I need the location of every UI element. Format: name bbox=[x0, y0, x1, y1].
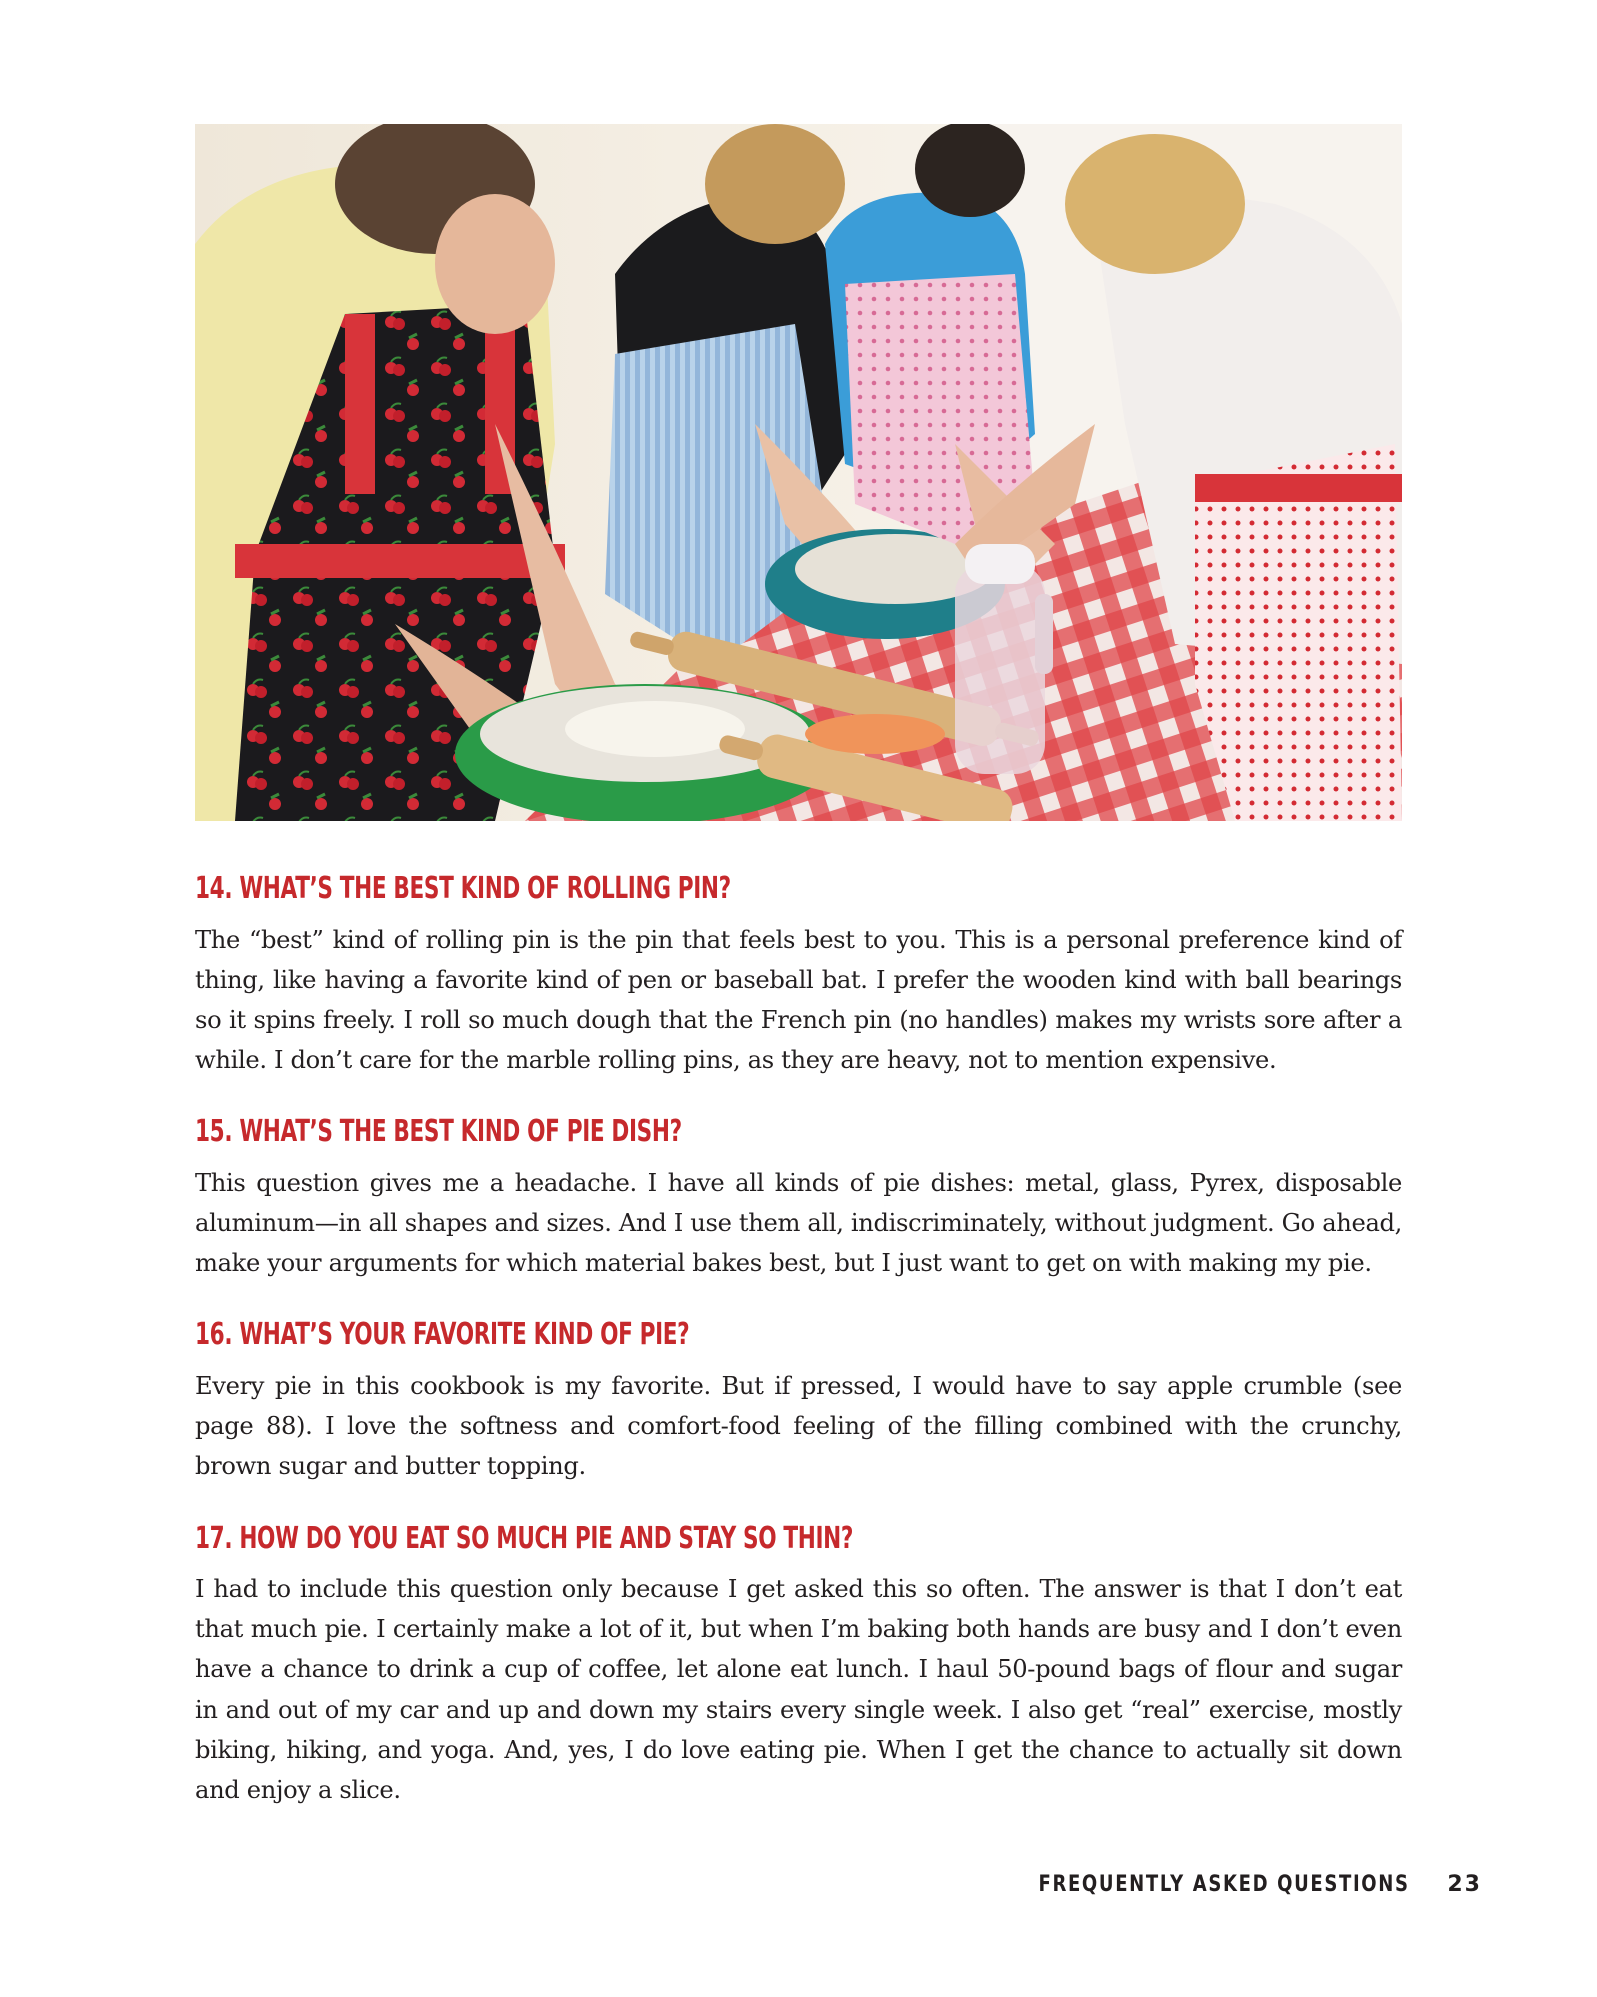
page-footer bbox=[957, 1872, 1482, 1897]
running-footer-section: FREQUENTLY ASKED QUESTIONS bbox=[1038, 1872, 1410, 1897]
faq-heading: 17. HOW DO YOU EAT SO MUCH PIE AND STAY SO THIN? bbox=[195, 1520, 854, 1556]
faq-item-14 bbox=[195, 870, 1402, 1080]
faq-answer: I had to include this question only because I get asked this so often. The answer is that I don’t eat that much pie. I certainly make a lot of it, but when I’m baking both hands are busy and I don’t even have a chance to drink a cup of coffee, let alone eat lunch. I haul 50-pound bags of flour and sugar in and out of my car and up and down my stairs every single week. I also get “real” exercise, mostly biking, hiking, and yoga. And, yes, I do love eating pie. When I get the chance to actually sit down and enjoy a slice. bbox=[195, 1575, 1402, 1805]
faq-answer: Every pie in this cookbook is my favorite. But if pressed, I would have to say apple crumble (see page 88). I love the softness and comfort-food feeling of the filling combined with the crunchy, brown sugar and butter topping. bbox=[195, 1371, 1402, 1481]
faq-section bbox=[195, 870, 1402, 1843]
faq-heading: 15. WHAT’S THE BEST KIND OF PIE DISH? bbox=[195, 1114, 682, 1150]
faq-heading: 14. WHAT’S THE BEST KIND OF ROLLING PIN? bbox=[195, 871, 731, 906]
faq-item-17 bbox=[195, 1520, 1402, 1811]
baking-class-photo bbox=[195, 124, 1402, 821]
faq-answer: The “best” kind of rolling pin is the pin that feels best to you. This is a personal preference kind of thing, like having a favorite kind of pen or baseball bat. I prefer the wooden kind with ball bearings so it spins freely. I roll so much dough that the French pin (no handles) makes my wrists sore after a while. I don’t care for the marble rolling pins, as they are heavy, not to mention expensive. bbox=[195, 925, 1402, 1075]
faq-heading: 16. WHAT’S YOUR FAVORITE KIND OF PIE? bbox=[195, 1317, 690, 1353]
faq-item-15 bbox=[195, 1113, 1402, 1283]
page-number: 23 bbox=[1447, 1872, 1482, 1897]
faq-item-16 bbox=[195, 1316, 1402, 1486]
faq-answer: This question gives me a headache. I have all kinds of pie dishes: metal, glass, Pyrex, disposable aluminum—in all shapes and sizes. And I use them all, indiscriminately, without judgment. Go ahead, make your arguments for which material bakes best, but I just want to get on with making my pie. bbox=[195, 1168, 1402, 1278]
